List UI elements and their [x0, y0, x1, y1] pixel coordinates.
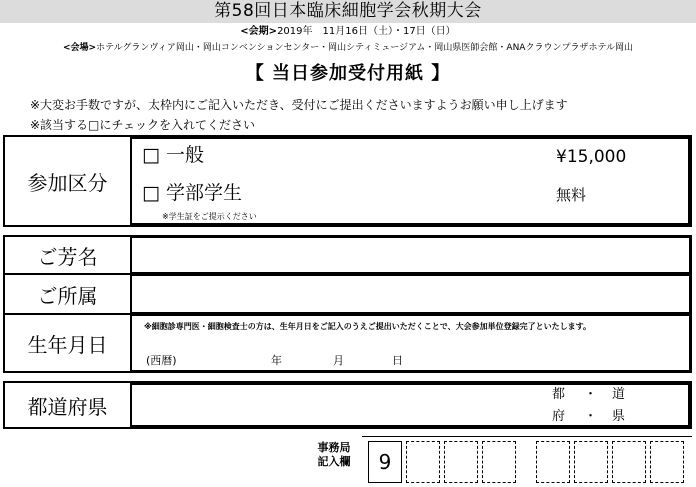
suffix-dot-2: ・: [584, 409, 598, 424]
event-venue: [0, 42, 696, 55]
category-label: 参加区分: [5, 137, 132, 225]
category-section: [3, 135, 692, 227]
period-dates: 2019年 11月16日（土）・17日（日）: [277, 26, 456, 37]
prefecture-label: 都道府県: [5, 383, 132, 427]
office-digit-2[interactable]: [406, 441, 440, 483]
office-digit-1[interactable]: 9: [368, 441, 402, 483]
checkbox-student[interactable]: □: [142, 182, 160, 204]
office-digit-8[interactable]: [650, 441, 684, 483]
affiliation-field[interactable]: [132, 275, 690, 313]
prefecture-section: [3, 381, 692, 429]
option-student[interactable]: [142, 181, 242, 205]
office-label-line1: 事務局: [317, 441, 351, 454]
name-field[interactable]: [132, 237, 690, 273]
form-title: 【 当日参加受付用紙 】: [245, 63, 451, 84]
venue-list: ホテルグランヴィア岡山・岡山コンベンションセンター・岡山シティミュージアム・岡山県医師会館・ANAクラウンプラザホテル岡山: [96, 43, 634, 53]
option-student-label: 学部学生: [166, 182, 243, 204]
birth-month-unit: 月: [333, 354, 344, 367]
event-title: 第58回日本臨床細胞学会秋期大会: [0, 0, 696, 23]
suffix-ken: 県: [612, 409, 626, 424]
birthdate-row: [5, 315, 690, 371]
category-options: [132, 137, 690, 225]
birth-era: (西暦): [146, 354, 177, 367]
affiliation-label: ご所属: [5, 275, 132, 313]
name-row: [5, 237, 690, 275]
office-digit-6[interactable]: [574, 441, 608, 483]
student-id-note: ※学生証をご提示ください: [162, 212, 257, 221]
instruction-note: ※大変お手数ですが、太枠内にご記入いただき、受付にご提出くださいますようお願い申し上げます: [30, 98, 568, 112]
office-divider: [362, 436, 692, 437]
option-general-label: 一般: [166, 144, 205, 166]
name-label: ご芳名: [5, 237, 132, 273]
birth-year-unit: 年: [271, 354, 282, 367]
office-label-line2: 記入欄: [317, 455, 351, 468]
office-digit-4[interactable]: [482, 441, 516, 483]
suffix-do: 道: [612, 387, 626, 402]
suffix-dot-1: ・: [584, 387, 598, 402]
birth-day-unit: 日: [392, 354, 403, 367]
option-general[interactable]: [142, 143, 204, 167]
suffix-fu: 府: [552, 409, 566, 424]
checkbox-note: ※該当する□にチェックを入れてください: [30, 118, 256, 132]
price-general: ¥15,000: [556, 147, 627, 167]
checkbox-general[interactable]: □: [142, 144, 160, 166]
office-digit-7[interactable]: [612, 441, 646, 483]
affiliation-row: [5, 275, 690, 315]
period-label: <会期>: [240, 26, 278, 37]
personal-info-section: [3, 235, 692, 373]
birthdate-note: ※細胞診専門医・細胞検査士の方は、生年月日をご記入のうえご提出いただくことで、大会参加単位登録完了といたします。: [144, 322, 591, 331]
birthdate-label: 生年月日: [5, 315, 132, 371]
suffix-to: 都: [552, 387, 566, 402]
venue-label: <会場>: [62, 43, 97, 53]
event-period: [0, 25, 696, 38]
price-student: 無料: [556, 186, 587, 204]
office-digit-5[interactable]: [536, 441, 570, 483]
office-digit-3[interactable]: [444, 441, 478, 483]
prefecture-field[interactable]: [132, 383, 690, 427]
birthdate-field[interactable]: [132, 315, 690, 371]
